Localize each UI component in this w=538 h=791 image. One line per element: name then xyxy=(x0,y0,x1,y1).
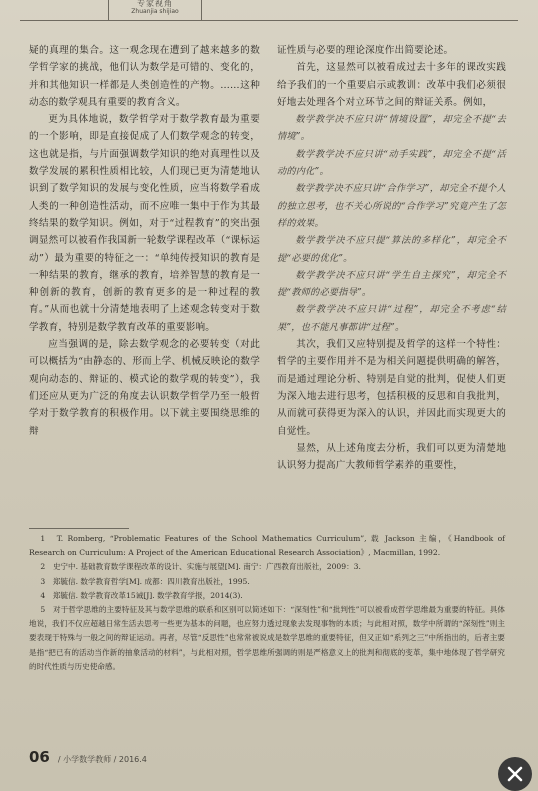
right-column-paragraph: 数学教学决不应只讲“学生自主探究”，却完全不提“教师的必要指导”。 xyxy=(277,269,506,299)
close-button[interactable] xyxy=(498,757,532,791)
footnote: 5 对于哲学思维的主要特征及其与数学思维的联系和区别可以简述如下：“深刻性”和“批判性”可以被看成哲学思维最为重要的特征。具体地说，我们不仅应超越日常生活去思考一些更为基本的问题，也应努力透过现象去发现事物的本质；与此相对照，数学中所谓的“深刻性”则主要表现于特殊与一般之间的辩证运动。再者，尽管“反思性”也常常被说成是数学思维的重要特征，但又正如“系列之三”中所指出的，后者主要是指“把已有的活动当作新的抽象活动的材料”，与此相对照，哲学思维所强调的则是严格意义上的批判和彻底的变革，集中地体现了哲学研究的时代性质与历史使命感。 xyxy=(29,605,505,671)
journal-name: / 小学数学教师 / 2016.4 xyxy=(57,755,147,764)
column-header xyxy=(108,0,202,21)
left-column xyxy=(29,42,260,440)
close-icon xyxy=(506,765,524,783)
header-rule-right xyxy=(200,20,518,21)
footnote-rule xyxy=(29,528,129,529)
left-column-paragraph: 疑的真理的集合。这一观念现在遭到了越来越多的数学哲学家的挑战，他们认为数学是可错的、变化的，并和其他知识一样都是人类创造性的产物。……这种动态的数学观具有重要的教育含义。 xyxy=(29,45,260,108)
footnote: 4 郑毓信. 数学教育改革15诫[J]. 数学教育学报，2014(3). xyxy=(40,590,243,600)
right-column-paragraph: 数学教学决不应只讲“动手实践”，却完全不提“活动的内化”。 xyxy=(277,148,506,178)
right-column-paragraph: 数学教学决不应只讲“合作学习”，却完全不提个人的独立思考，也不关心所说的“合作学习”究竟产生了怎样的效果。 xyxy=(277,183,506,229)
column-title: 专家视角 xyxy=(137,0,173,8)
left-column-paragraph: 应当强调的是，除去数学观念的必要转变（对此可以概括为“由静态的、形而上学、机械反映论的数学观向动态的、辩证的、模式论的数学观的转变”），我们还应从更为广泛的角度去认识数学哲学乃至一般哲学对于数学教育的积极作用。以下就主要围绕思维的辩 xyxy=(29,339,260,437)
right-column-paragraph: 证性质与必要的理论深度作出简要论述。 xyxy=(277,45,454,56)
right-column-paragraph: 首先，这显然可以被看成过去十多年的课改实践给予我们的一个重要启示或教训：改革中我们必须很好地去处理各个对立环节之间的辩证关系。例如， xyxy=(277,62,506,108)
footnote: 2 史宁中. 基础教育数学课程改革的设计、实施与展望[M]. 南宁：广西教育出版社，2009：3. xyxy=(40,562,361,572)
right-column-paragraph: 数学教学决不应只讲“过程”，却完全不考虑“结果”，也不能凡事都讲“过程”。 xyxy=(277,304,506,333)
footnote: 1 T. Romberg, “Problematic Features of the School Mathematics Curriculum”, 载 Jackson 主编，《Handbook of Research on Curriculum: A Project of the American Educational Research Association》, Macmillan, 1992. xyxy=(29,534,505,558)
right-column-paragraph: 其次，我们又应特别提及哲学的这样一个特性：哲学的主要作用并不是为相关问题提供明确的解答，而是通过理论分析、特别是自觉的批判，促使人们更为深入地去进行思考，包括积极的反思和自我批判，从而就可获得更为深入的认识，并因此而实现更大的自觉性。 xyxy=(277,339,506,437)
page-number: 06 xyxy=(29,748,50,766)
right-column xyxy=(277,42,506,474)
right-column-paragraph: 数学教学决不应只讲“情境设置”，却完全不提“去情境”。 xyxy=(277,114,506,143)
footnote: 3 郑毓信. 数学教育哲学[M]. 成都：四川教育出版社，1995. xyxy=(40,576,250,586)
page-footer xyxy=(29,748,147,766)
left-column-paragraph: 更为具体地说，数学哲学对于数学教育最为重要的一个影响，即是直接促成了人们数学观念的转变，这也就是指，与片面强调数学知识的绝对真理性以及数学发展的累积性质相比较，人们现已更为清楚地认识到了数学知识的发展与变化性质，应当将数学看成人类的一种创造性活动，而不应唯一集中于作为其最终结果的数学知识。例如，对于“过程教育”的突出强调显然可以被看作我国新一轮数学课程改革（“课标运动”）最为重要的特征之一：“单纯传授知识的教育是一种结果的教育，继承的教育，培养智慧的教育是一种创新的教育，创新的教育更多的是一种过程的教育。”从而也就十分清楚地表明了上述观念转变对于数学教育，特别是数学教育改革的重要影响。 xyxy=(29,114,260,333)
column-title-pinyin: Zhuanjia shijiao xyxy=(131,8,179,15)
header-rule-left xyxy=(20,20,108,21)
right-column-paragraph: 数学教学决不应只提“算法的多样化”，却完全不提“必要的优化”。 xyxy=(277,235,506,264)
right-column-paragraph: 显然，从上述角度去分析，我们可以更为清楚地认识努力提高广大教师哲学素养的重要性， xyxy=(277,442,506,472)
footnotes xyxy=(29,532,505,674)
